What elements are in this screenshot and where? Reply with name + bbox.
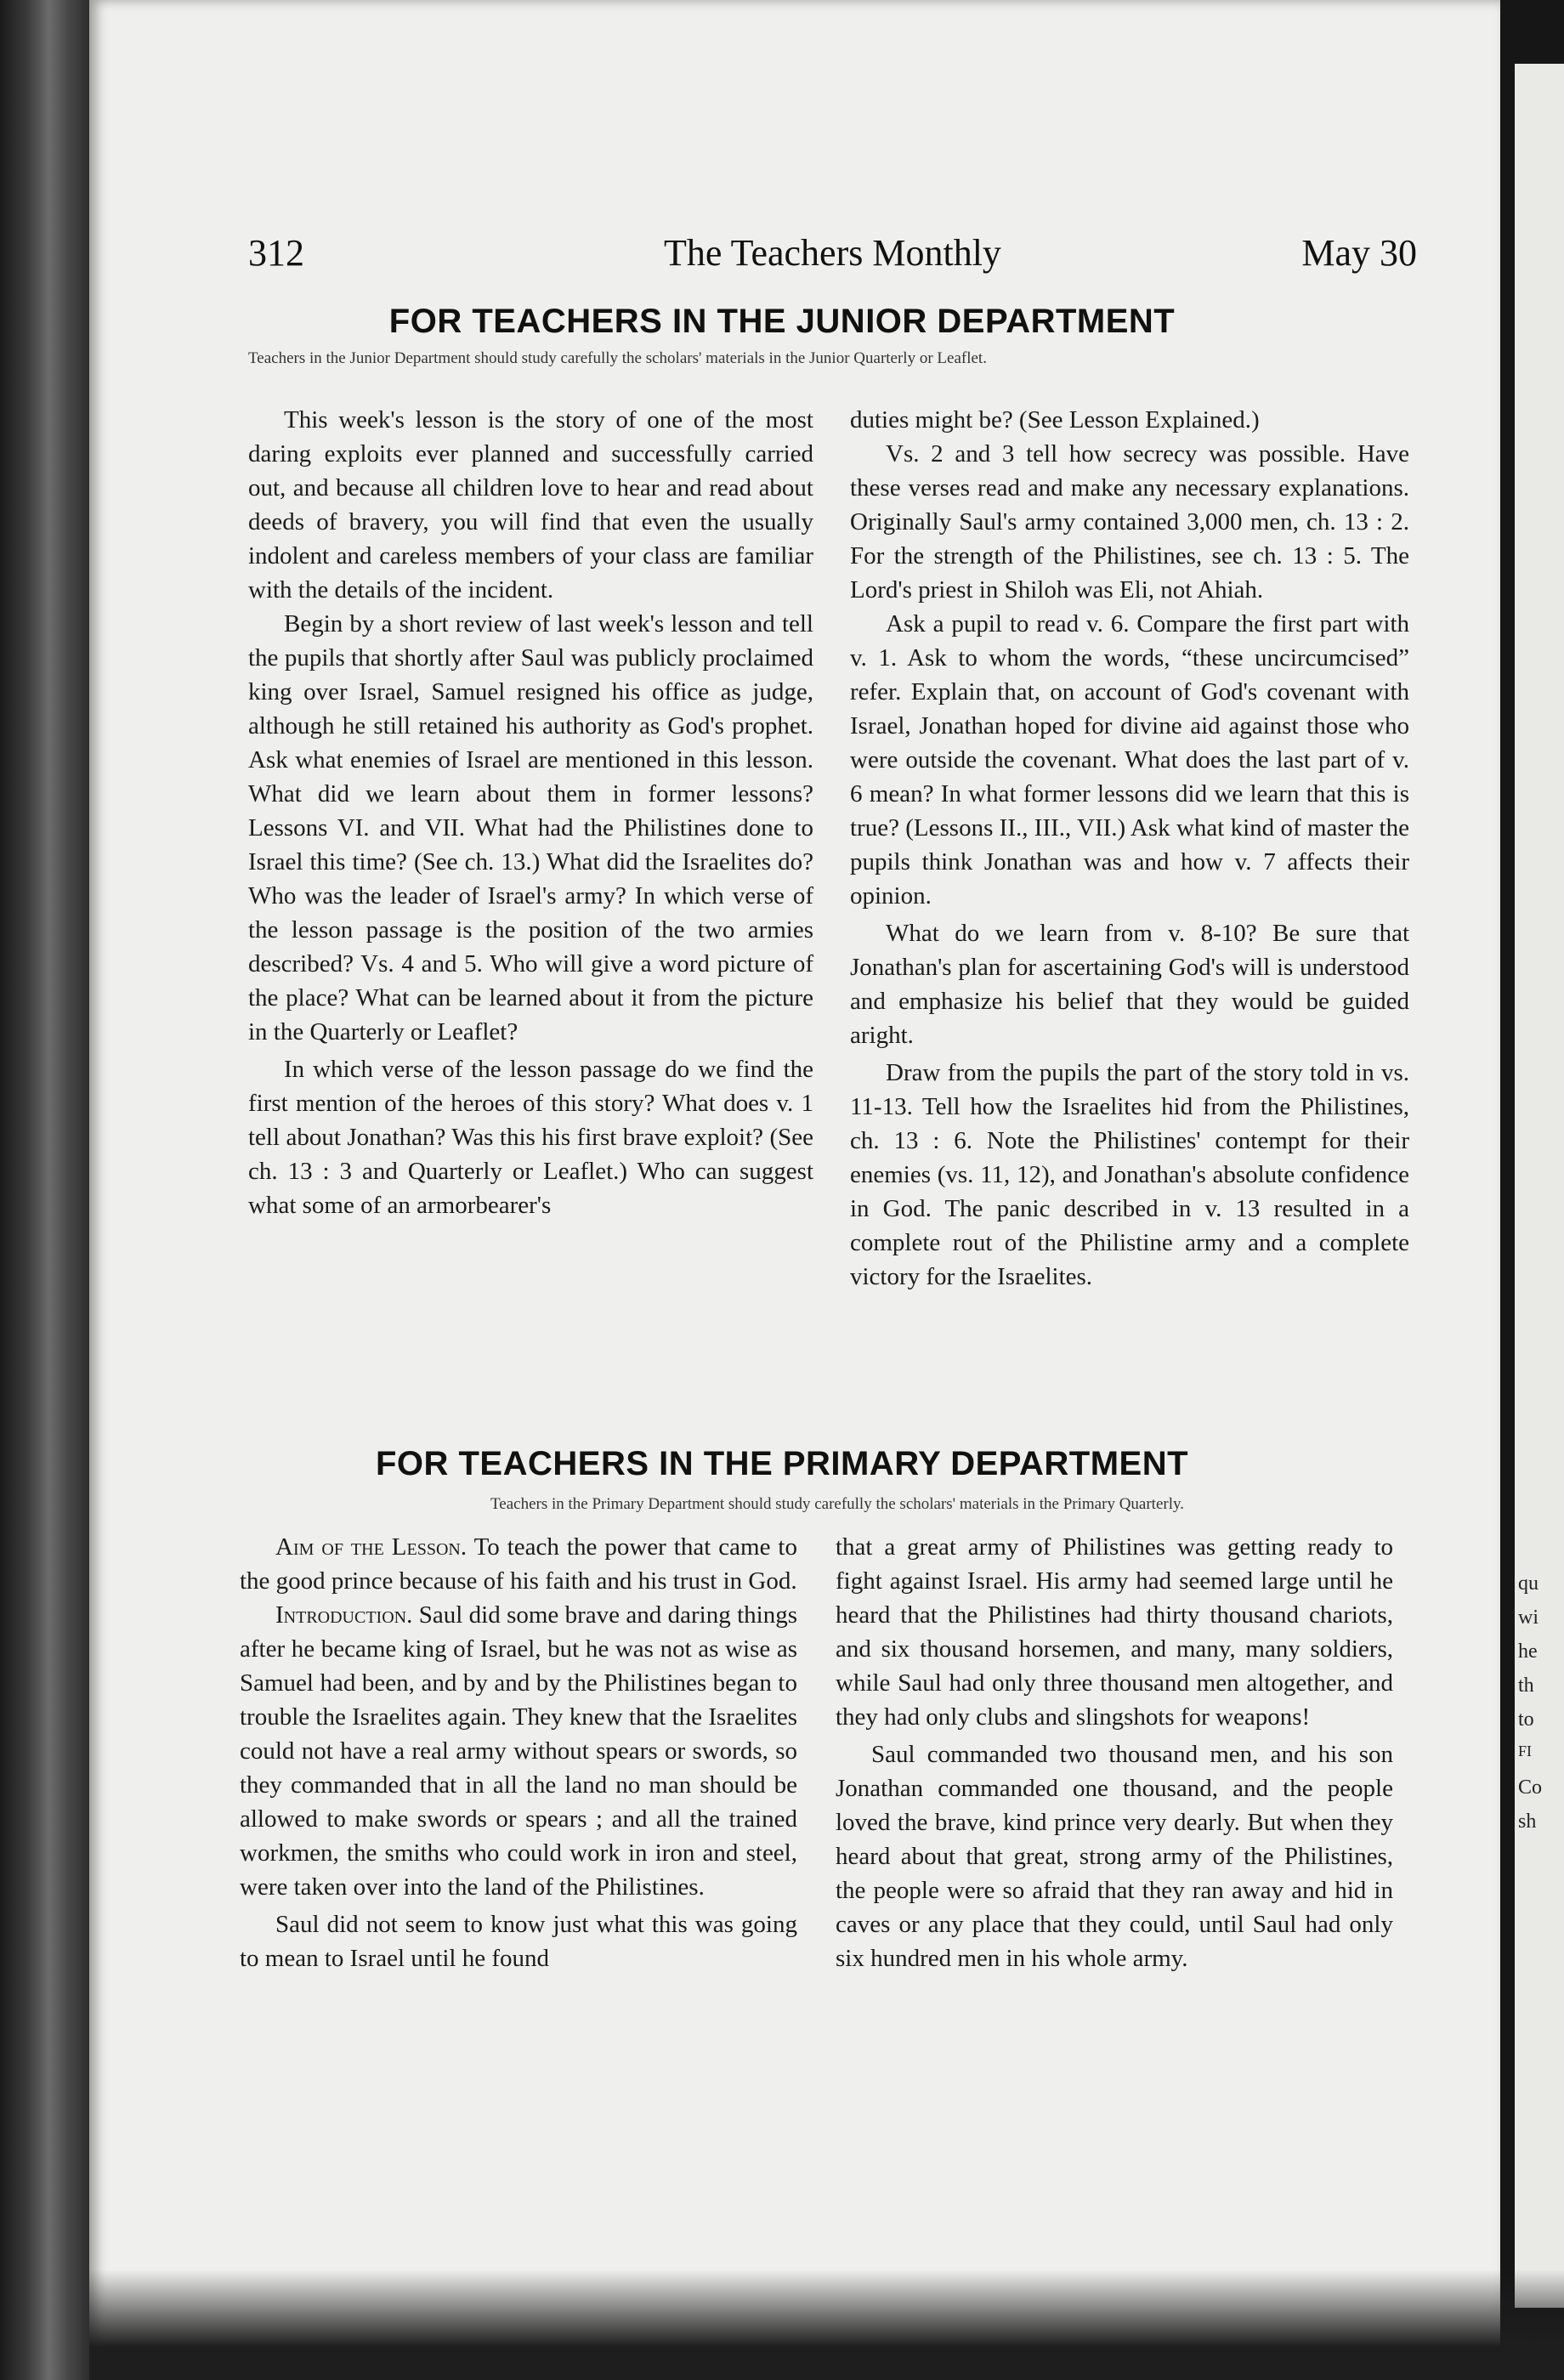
aim-text: To teach the power that came to the good prince because of his faith and his trust in God.	[240, 1533, 797, 1595]
paragraph: This week's lesson is the story of one of the most daring exploits ever planned and successfully carried out, and because all children love to hear and read about deeds of bravery, you will find that even the usually indolent and careless members of your class are familiar with the details of the incident.	[248, 406, 813, 604]
issue-date: May 30	[1301, 232, 1417, 274]
adjacent-fragment: sh	[1518, 1810, 1537, 1833]
adjacent-fragment: FI	[1518, 1742, 1533, 1760]
primary-left-column	[240, 1530, 797, 1975]
junior-left-column	[248, 403, 813, 1222]
junior-section-note: Teachers in the Junior Department should study carefully the scholars' materials in the Junior Quarterly or Leaflet.	[248, 349, 987, 367]
adjacent-fragment: wi	[1518, 1606, 1538, 1629]
publication-title: The Teachers Monthly	[664, 232, 1001, 274]
paragraph: What do we learn from v. 8-10? Be sure that Jonathan's plan for ascertaining God's will is understood and emphasize his belief that they would be guided aright.	[850, 920, 1409, 1049]
paragraph: In which verse of the lesson passage do we find the first mention of the heroes of this story? What does v. 1 tell about Jonathan? Was this his first brave exploit? (See ch. 13 : 3 and Quarterly or Leaflet.) Who can suggest what some of an armorbearer's	[248, 1056, 813, 1219]
adjacent-page-sliver	[1515, 64, 1564, 2308]
aim-paragraph	[240, 1530, 797, 1598]
paragraph: Saul did not seem to know just what this was going to mean to Israel until he found	[240, 1911, 797, 1972]
paragraph: Draw from the pupils the part of the story told in vs. 11-13. Tell how the Israelites hid from the Philistines, ch. 13 : 6. Note the Philistines' contempt for their enemies (vs. 11, 12), and Jonathan's absolute confidence in God. The panic described in v. 13 resulted in a complete rout of the Philistine army and a complete victory for the Israelites.	[850, 1059, 1409, 1290]
introduction-label: Introduction.	[275, 1601, 413, 1629]
primary-section-note: Teachers in the Primary Department should study carefully the scholars' materials in the Primary Quarterly.	[490, 1495, 1185, 1513]
paragraph: Ask a pupil to read v. 6. Compare the first part with v. 1. Ask to whom the words, “these uncircumcised” refer. Explain that, on account of God's covenant with Israel, Jonathan hoped for divine aid against those who were outside the covenant. What does the last part of v. 6 mean? In what former lessons did we learn that this is true? (Lessons II., III., VII.) Ask what kind of master the pupils think Jonathan was and how v. 7 affects their opinion.	[850, 610, 1409, 910]
paragraph: Vs. 2 and 3 tell how secrecy was possible. Have these verses read and make any necessary explanations. Originally Saul's army contained 3,000 men, ch. 13 : 2. For the strength of the Philistines, see ch. 13 : 5. The Lord's priest in Shiloh was Eli, not Ahiah.	[850, 440, 1409, 604]
junior-right-column	[850, 403, 1409, 1294]
intro-paragraph	[240, 1598, 797, 1904]
aim-label: Aim of the Lesson.	[275, 1533, 468, 1561]
paragraph: that a great army of Philistines was getting ready to fight against Israel. His army had seemed large until he heard that the Philistines had thirty thousand chariots, and six thousand horsemen, and many, many soldiers, while Saul had only three thousand men altogether, and they had only clubs and slingshots for weapons!	[836, 1533, 1393, 1731]
junior-section-title: FOR TEACHERS IN THE JUNIOR DEPARTMENT	[388, 303, 1176, 340]
paragraph: Begin by a short review of last week's lesson and tell the pupils that shortly after Saul was publicly proclaimed king over Israel, Samuel resigned his office as judge, although he still retained his authority as God's prophet. Ask what enemies of Israel are mentioned in this lesson. What did we learn about them in former lessons? Lessons VI. and VII. What had the Philistines done to Israel this time? (See ch. 13.) What did the Israelites do? Who was the leader of Israel's army? In which verse of the lesson passage is the position of the two armies described? Vs. 4 and 5. Who will give a word picture of the place? What can be learned about it from the picture in the Quarterly or Leaflet?	[248, 610, 813, 1046]
page-bottom-shadow	[89, 2270, 1564, 2380]
adjacent-fragment: th	[1518, 1674, 1534, 1697]
paragraph: Saul commanded two thousand men, and his son Jonathan commanded one thousand, and the people loved the brave, kind prince very dearly. But when they heard about that great, strong army of the Philistines, the people were so afraid that they ran away and hid in caves or any place that they could, until Saul had only six hundred men in his whole army.	[836, 1741, 1393, 1972]
adjacent-fragment: he	[1518, 1640, 1538, 1663]
introduction-text: Saul did some brave and daring things after he became king of Israel, but he was not as wise as Samuel had been, and by and by the Philistines began to trouble the Israelites again. They knew that the Israelites could not have a real army without spears or swords, so they commanded that in all the land no man should be allowed to make swords or spears ; and all the trained workmen, the smiths who could work in iron and steel, were taken over into the land of the Philistines.	[240, 1601, 798, 1901]
primary-right-column	[836, 1530, 1393, 1975]
paragraph: duties might be? (See Lesson Explained.)	[850, 406, 1260, 434]
primary-section-title: FOR TEACHERS IN THE PRIMARY DEPARTMENT	[375, 1445, 1189, 1482]
running-head	[248, 231, 1417, 282]
adjacent-fragment: Co	[1518, 1776, 1543, 1799]
book-binding	[0, 0, 89, 2380]
page-number: 312	[248, 232, 304, 274]
adjacent-fragment: to	[1518, 1708, 1534, 1731]
adjacent-fragment: qu	[1518, 1572, 1538, 1595]
